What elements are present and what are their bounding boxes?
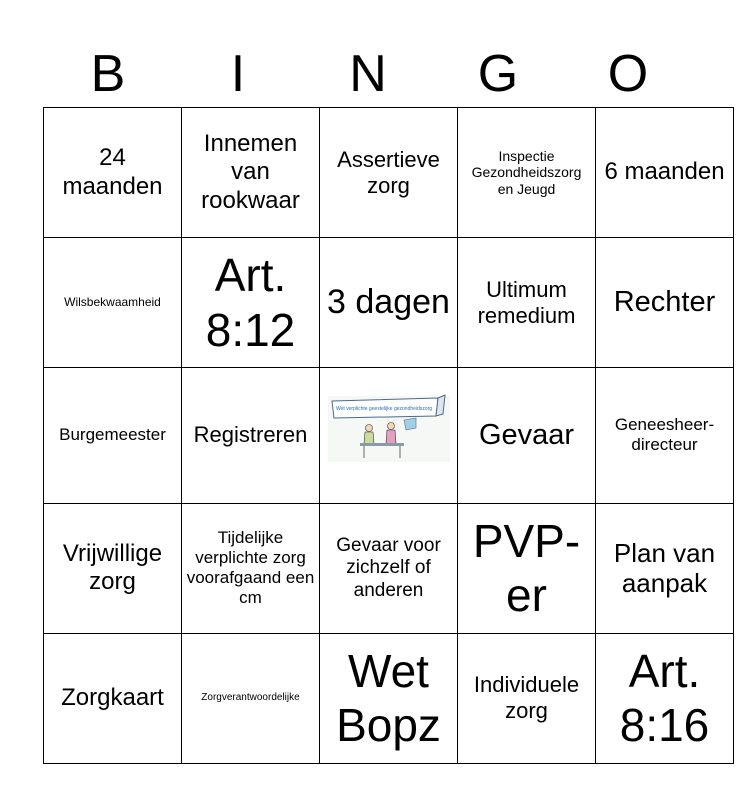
bingo-cell[interactable]: Tijdelijke verplichte zorg voorafgaand een cm bbox=[182, 503, 320, 633]
bingo-cell[interactable]: Burgemeester bbox=[44, 368, 182, 504]
header-letter-n: N bbox=[349, 45, 387, 103]
bingo-cell[interactable]: Ultimum remedium bbox=[458, 238, 596, 368]
bingo-cell[interactable]: Art. 8:16 bbox=[596, 633, 734, 763]
free-space-cell[interactable] bbox=[320, 368, 458, 504]
header-letter-g: G bbox=[477, 45, 519, 103]
header-letter-o: O bbox=[607, 45, 649, 103]
bingo-cell[interactable]: 24 maanden bbox=[44, 108, 182, 238]
bingo-header bbox=[43, 40, 693, 108]
bingo-cell[interactable]: Wet Bopz bbox=[320, 633, 458, 763]
bingo-board bbox=[43, 107, 734, 764]
bingo-cell[interactable]: Gevaar voor zichzelf of anderen bbox=[320, 503, 458, 633]
bingo-cell[interactable]: 3 dagen bbox=[320, 238, 458, 368]
board-row bbox=[44, 368, 734, 504]
bingo-cell[interactable]: 6 maanden bbox=[596, 108, 734, 238]
bingo-cell[interactable]: Zorgkaart bbox=[44, 633, 182, 763]
board-row bbox=[44, 503, 734, 633]
board-row bbox=[44, 108, 734, 238]
bingo-cell[interactable]: Individuele zorg bbox=[458, 633, 596, 763]
header-letter-b: B bbox=[90, 45, 126, 103]
board-row bbox=[44, 238, 734, 368]
bingo-cell[interactable]: PVP-er bbox=[458, 503, 596, 633]
bingo-cell[interactable]: Innemen van rookwaar bbox=[182, 108, 320, 238]
bingo-cell[interactable]: Art. 8:12 bbox=[182, 238, 320, 368]
bingo-cell[interactable]: Zorgverantwoordelijke bbox=[182, 633, 320, 763]
bingo-cell[interactable]: Rechter bbox=[596, 238, 734, 368]
bingo-cell[interactable]: Geneesheer-directeur bbox=[596, 368, 734, 504]
bingo-cell[interactable]: Assertieve zorg bbox=[320, 108, 458, 238]
bingo-cell[interactable]: Registreren bbox=[182, 368, 320, 504]
board-row bbox=[44, 633, 734, 763]
bingo-cell[interactable]: Gevaar bbox=[458, 368, 596, 504]
banner-text: Wet verplichte geestelijke gezondheidszorg bbox=[335, 406, 433, 412]
bingo-cell[interactable]: Plan van aanpak bbox=[596, 503, 734, 633]
header-letter-i: I bbox=[230, 45, 246, 103]
bingo-cell[interactable]: Wilsbekwaamheid bbox=[44, 238, 182, 368]
bingo-cell[interactable]: Vrijwillige zorg bbox=[44, 503, 182, 633]
consultation-illustration-image bbox=[324, 368, 453, 497]
bingo-cell[interactable]: Inspectie Gezondheidszorg en Jeugd bbox=[458, 108, 596, 238]
